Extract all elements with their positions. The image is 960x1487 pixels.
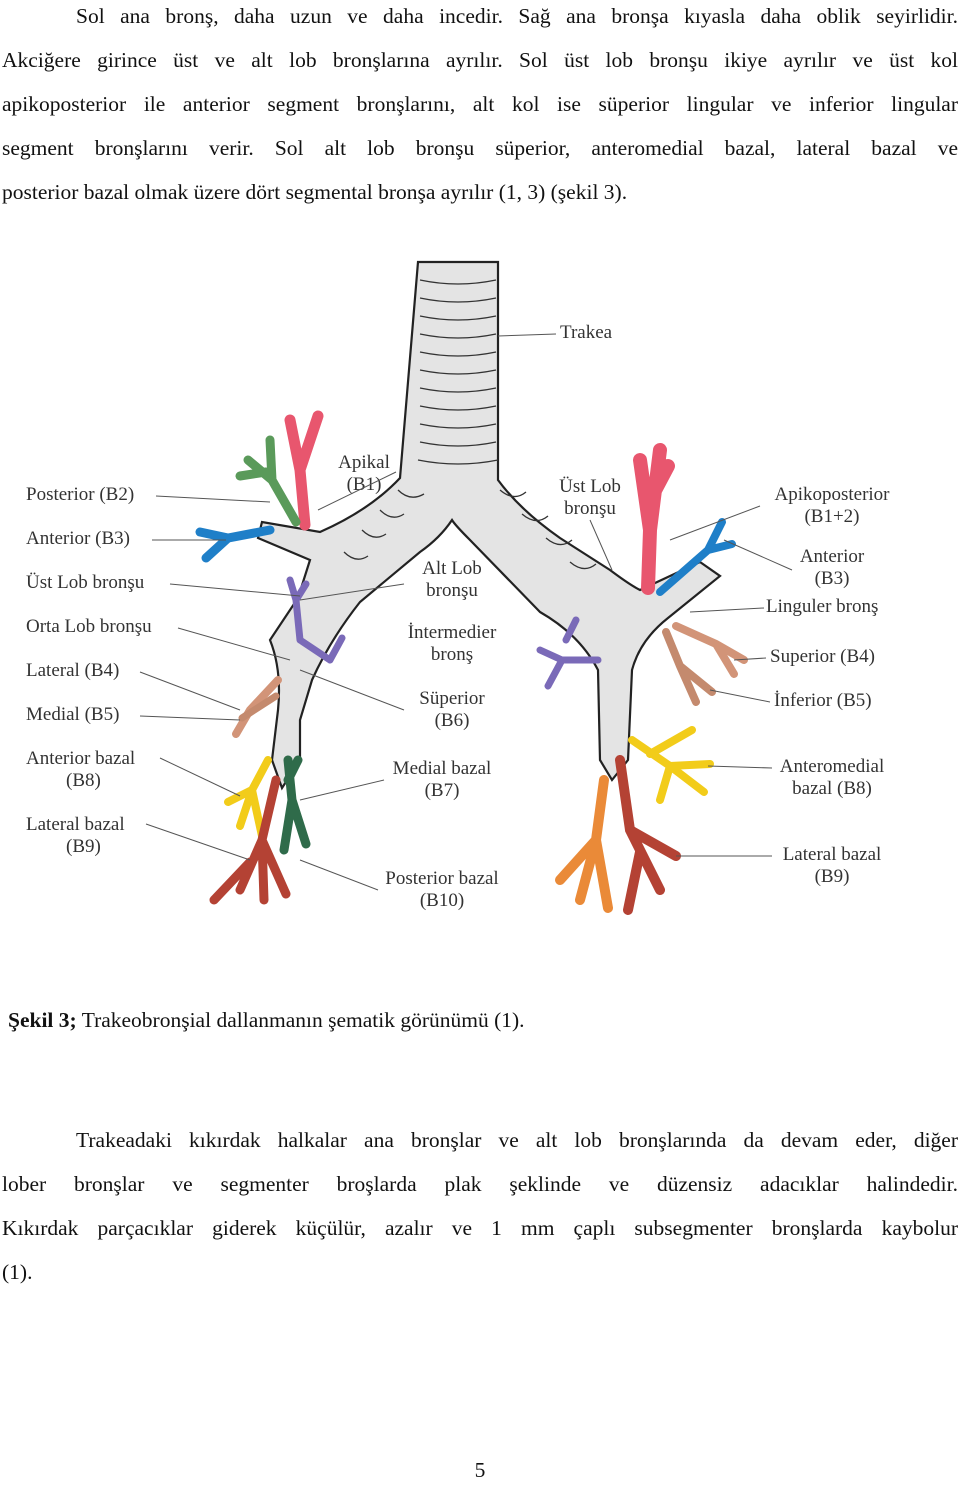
- paragraph-cartilage: [2, 1118, 958, 1294]
- label-medial-b5: Medial (B5): [26, 704, 120, 725]
- posterior-b2-branch: [240, 440, 296, 522]
- label-linguler-brons: Linguler bronş: [766, 596, 879, 617]
- text-line: Kıkırdak parçacıklar giderek küçülür, azalır ve 1 mm çaplı subsegmenter bronşlarda kaybolur: [2, 1216, 958, 1240]
- label-orta-lob-bronsu: Orta Lob bronşu: [26, 616, 152, 637]
- label-medial-bazal-code: (B7): [424, 780, 460, 801]
- label-posterior-bazal: Posterior bazal: [385, 868, 499, 889]
- label-anterior-bazal: Anterior bazal: [26, 748, 136, 769]
- label-ust-lob-right: Üst Lob: [559, 476, 621, 497]
- apikoposterior-b1-2-branch: [640, 450, 668, 588]
- text-line: apikoposterior ile anterior segment bronşlarını, alt kol ise süperior lingular ve inferior lingular: [2, 92, 958, 116]
- label-lateral-bazal-right-code: (B9): [814, 866, 850, 887]
- label-posterior-bazal-code: (B10): [419, 890, 465, 911]
- label-superior-b6: Süperior: [419, 688, 485, 709]
- page-number: 5: [474, 1458, 486, 1482]
- label-anterior-bazal-code: (B8): [66, 770, 101, 791]
- anteromedial-bazal-b8-branch: [632, 730, 710, 800]
- label-anteromedial-code: bazal (B8): [792, 778, 872, 799]
- label-apikoposterior: Apikoposterior: [774, 484, 890, 505]
- label-trakea: Trakea: [560, 322, 613, 343]
- anterior-b3-branch: [200, 530, 270, 558]
- label-lateral-b4: Lateral (B4): [26, 660, 120, 681]
- label-intermedier-bronsu: bronş: [430, 644, 474, 665]
- text-line: Trakeadaki kıkırdak halkalar ana bronşlar ve alt lob bronşlarında da devam eder, diğer: [76, 1128, 958, 1152]
- text-line: lober bronşlar ve segmenter broşlarda plak şeklinde ve düzensiz adacıklar halindedir.: [2, 1172, 958, 1196]
- text-line: Sol ana bronş, daha uzun ve daha incedir. Sağ ana bronşa kıyasla daha oblik seyirlidir.: [76, 4, 958, 28]
- label-anterior-b3: Anterior (B3): [26, 528, 130, 549]
- text-line: posterior bazal olmak üzere dört segmental bronşa ayrılır (1, 3) (şekil 3).: [2, 180, 628, 204]
- left-side-labels: [26, 484, 152, 857]
- label-superior-b4: Superior (B4): [770, 646, 876, 667]
- right-lung-branches: [200, 416, 342, 900]
- label-superior-b6-code: (B6): [434, 710, 470, 731]
- apical-b1-branch: [290, 416, 318, 525]
- label-posterior-b2: Posterior (B2): [26, 484, 135, 505]
- label-medial-bazal: Medial bazal: [392, 758, 492, 779]
- label-ust-lob-right-bronsu: bronşu: [564, 498, 616, 519]
- label-inferior-b5: İnferior (B5): [774, 690, 872, 711]
- label-apikal: Apikal: [338, 452, 390, 473]
- text-line: (1).: [2, 1260, 33, 1284]
- label-lateral-bazal-code: (B9): [66, 836, 101, 857]
- label-apikal-code: (B1): [346, 474, 382, 495]
- caption-text: Trakeobronşial dallanmanın şematik görünümü (1).: [76, 1008, 525, 1032]
- label-lateral-bazal: Lateral bazal: [26, 814, 125, 835]
- label-anterior-right: Anterior: [799, 546, 865, 567]
- label-anteromedial: Anteromedial: [779, 756, 885, 777]
- tracheobronchial-tree-figure: [0, 240, 960, 960]
- text-line: segment bronşlarını verir. Sol alt lob bronşu süperior, anteromedial bazal, lateral bazal ve: [2, 136, 958, 160]
- label-alt-lob: Alt Lob: [422, 558, 482, 579]
- medial-bazal-b7-branch: [284, 760, 306, 850]
- caption-label: Şekil 3;: [8, 1008, 77, 1032]
- label-alt-lob-bronsu: bronşu: [426, 580, 478, 601]
- posterior-bazal-b10-branch: [560, 780, 608, 908]
- right-side-labels: [766, 484, 890, 887]
- figure-caption: [8, 1008, 525, 1033]
- paragraph-left-bronchus: [2, 0, 958, 214]
- left-lung-branches: [540, 450, 744, 910]
- label-lateral-bazal-right: Lateral bazal: [782, 844, 882, 865]
- label-anterior-right-code: (B3): [814, 568, 850, 589]
- label-intermedier: İntermedier: [407, 622, 497, 643]
- label-apikoposterior-code: (B1+2): [804, 506, 860, 527]
- label-ust-lob-bronsu: Üst Lob bronşu: [26, 572, 145, 593]
- text-line: Akciğere girince üst ve alt lob bronşlarına ayrılır. Sol üst lob bronşu ikiye ayrılır ve üst kol: [2, 48, 958, 72]
